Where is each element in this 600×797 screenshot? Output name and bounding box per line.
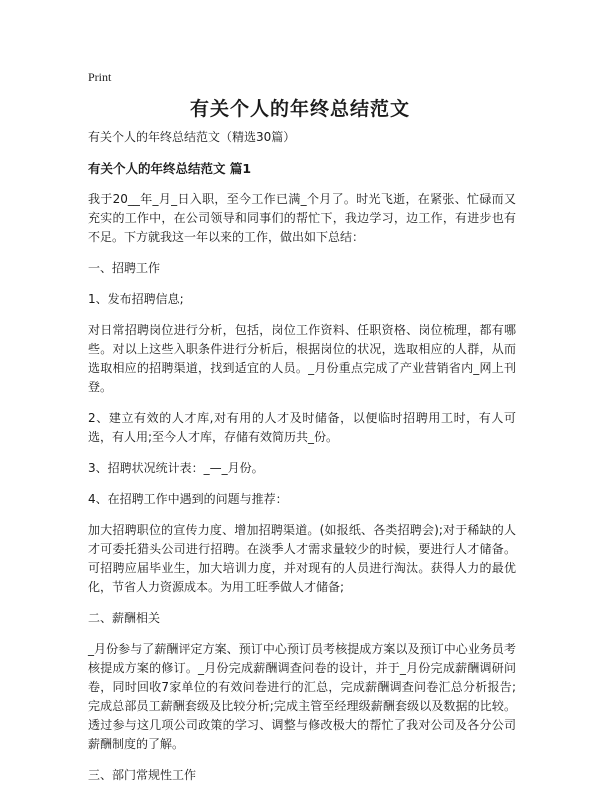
document-subtitle: 有关个人的年终总结范文（精选30篇） — [88, 130, 296, 144]
item-post-recruitment-info: 1、发布招聘信息; — [88, 292, 184, 306]
heading-compensation: 二、薪酬相关 — [88, 611, 161, 625]
paragraph-problems-heading: 4、在招聘工作中遇到的问题与推荐： — [88, 492, 288, 506]
paragraph-recommendations: 加大招聘职位的宣传力度、增加招聘渠道。(如报纸、各类招聘会);对于稀缺的人才可委托猎头公司进行招聘。在淡季人才需求量较少的时候，要进行人才储备。可招聘应届毕业生，加大培训力度，并对现有的人员进行淘汰。获得人力的最优化，节省人力资源成本。为用工旺季做人才储备; — [88, 523, 516, 594]
document-body — [88, 128, 516, 797]
print-link[interactable]: Print — [88, 70, 112, 84]
paragraph-compensation: _月份参与了薪酬评定方案、预订中心预订员考核提成方案以及预订中心业务员考核提成方案的修订。_月份完成薪酬调查问卷的设计，并于_月份完成薪酬调研问卷，同时回收7家单位的有效问卷进行的汇总，完成薪酬调查问卷汇总分析报告;完成总部员工薪酬套级及比较分析;完成主管至经理级薪酬套级以及数据的比较。透过参与这几项公司政策的学习、调整与修改极大的帮忙了我对公司及各分公司薪酬制度的了解。 — [88, 642, 516, 751]
heading-routine-work: 三、部门常规性工作 — [88, 768, 197, 782]
paragraph-talent-pool: 2、建立有效的人才库,对有用的人才及时储备，以便临时招聘用工时，有人可选，有人用;至今人才库，存储有效简历共_份。 — [88, 411, 516, 444]
paragraph-recruitment-stats: 3、招聘状况统计表：_—_月份。 — [88, 461, 264, 475]
paragraph-job-analysis: 对日常招聘岗位进行分析，包括，岗位工作资料、任职资格、岗位梳理，都有哪些。对以上这些入职条件进行分析后，根据岗位的状况，选取相应的人群，从而选取相应的招聘渠道，找到适宜的人员。_月份重点完成了产业营销省内_网上刊登。 — [88, 323, 516, 394]
heading-recruitment: 一、招聘工作 — [88, 261, 161, 275]
paragraph-intro: 我于20__年_月_日入职，至今工作已满_个月了。时光飞逝，在紧张、忙碌而又充实的工作中，在公司领导和同事们的帮忙下，我边学习，边工作，有进步也有不足。下方就我这一年以来的工作，做出如下总结： — [88, 192, 516, 244]
section-heading: 有关个人的年终总结范文 篇1 — [88, 161, 252, 176]
page-title: 有关个人的年终总结范文 — [189, 98, 410, 120]
